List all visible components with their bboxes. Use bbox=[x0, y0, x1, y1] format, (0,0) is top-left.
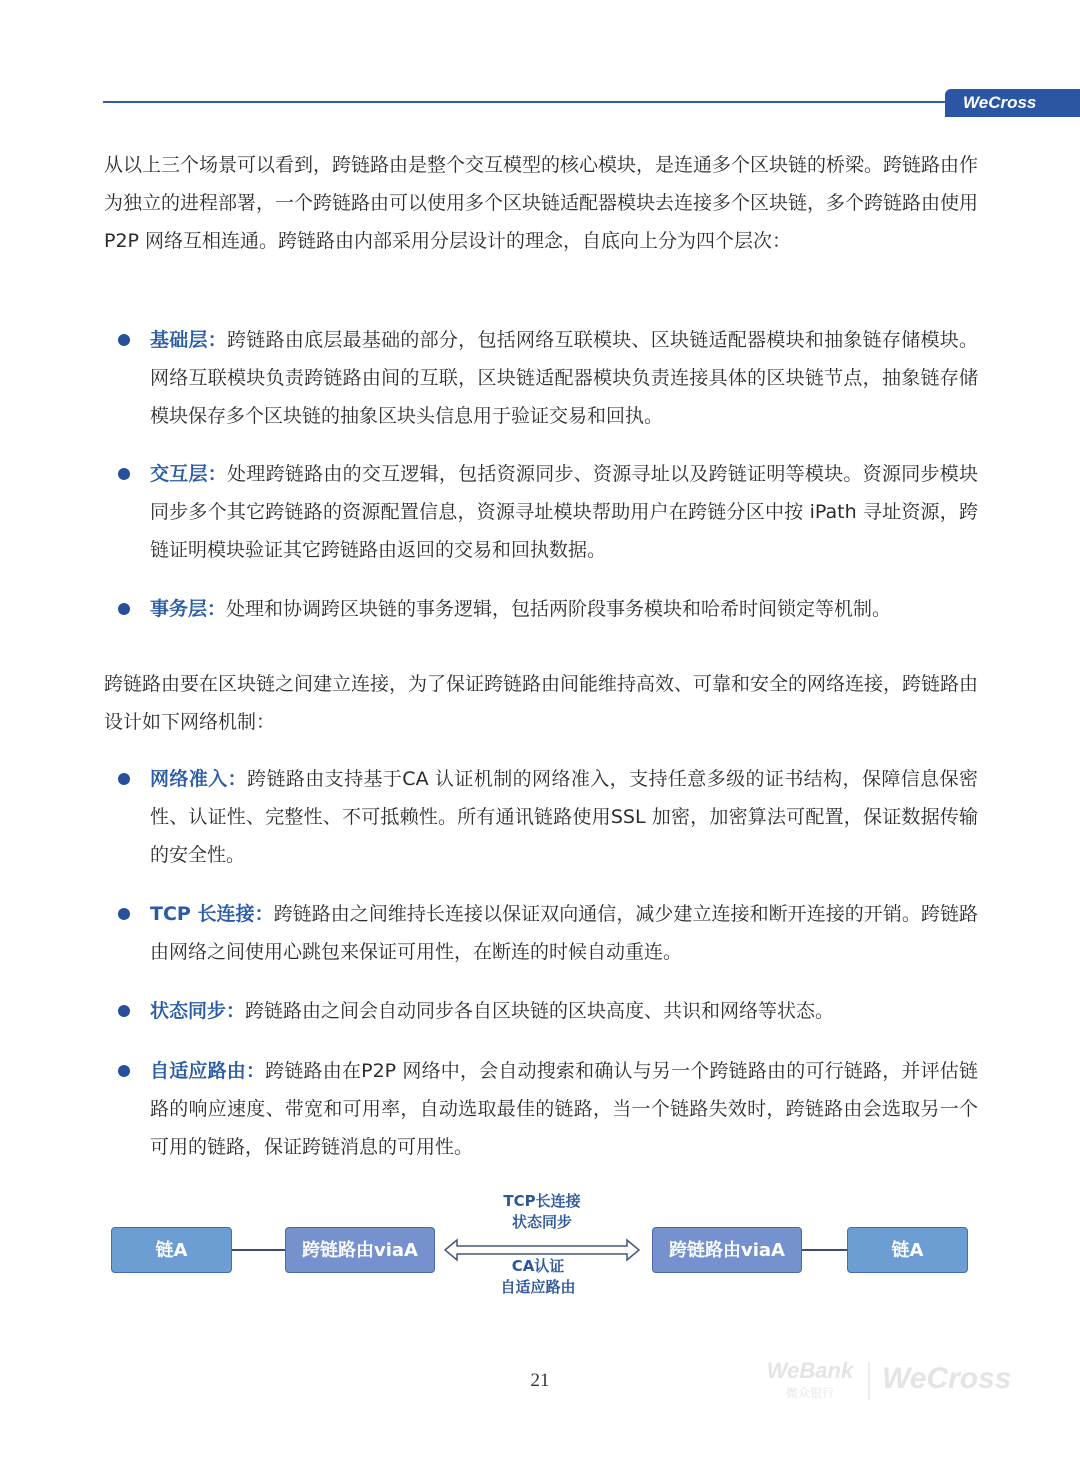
layer-text: 处理和协调跨区块链的事务逻辑，包括两阶段事务模块和哈希时间锁定等机制。 bbox=[226, 598, 892, 620]
mechanism-title: 网络准入： bbox=[150, 768, 248, 790]
layer-item-interaction bbox=[104, 455, 978, 569]
diagram-label-tcp: TCP长连接 bbox=[503, 1192, 581, 1210]
layer-title: 基础层： bbox=[150, 329, 228, 351]
diagram-left-router: 跨链路由viaA bbox=[285, 1227, 435, 1273]
mechanism-text: 跨链路由在P2P 网络中，会自动搜索和确认与另一个跨链路由的可行链路，并评估链路的响应速度、带宽和可用率，自动选取最佳的链路，当一个链路失效时，跨链路由会选取另一个可用的链路，保证跨链消息的可用性。 bbox=[150, 1060, 978, 1158]
header-brand-logo: WeCross bbox=[945, 89, 1080, 117]
footer-wecross-logo: WeCross bbox=[882, 1362, 1012, 1395]
layer-item-transaction bbox=[104, 590, 978, 628]
footer-webank-cn: 微众银行 bbox=[785, 1386, 834, 1400]
mechanism-item-sync bbox=[104, 992, 978, 1030]
diagram-left-chain: 链A bbox=[111, 1227, 232, 1273]
mechanism-item-tcp bbox=[104, 895, 978, 971]
mechanism-title: 状态同步： bbox=[150, 1000, 246, 1022]
mechanism-title: TCP 长连接： bbox=[150, 903, 274, 925]
diagram-left-connector bbox=[232, 1249, 285, 1251]
intro-paragraph: 从以上三个场景可以看到，跨链路由是整个交互模型的核心模块，是连通多个区块链的桥梁。跨链路由作为独立的进程部署，一个跨链路由可以使用多个区块链适配器模块去连接多个区块链，多个跨链路由使用 P2P 网络互相连通。跨链路由内部采用分层设计的理念，自底向上分为四个层次： bbox=[104, 154, 979, 252]
diagram-right-chain: 链A bbox=[847, 1227, 968, 1273]
bullet-dot-icon bbox=[118, 1005, 130, 1017]
diagram-right-connector bbox=[802, 1249, 847, 1251]
bullet-dot-icon bbox=[118, 1065, 130, 1077]
diagram-label-routing: 自适应路由 bbox=[500, 1278, 576, 1296]
bullet-dot-icon bbox=[118, 908, 130, 920]
diagram-label-ca: CA认证 bbox=[511, 1257, 565, 1275]
layer-text: 跨链路由底层最基础的部分，包括网络互联模块、区块链适配器模块和抽象链存储模块。网络互联模块负责跨链路由间的互联，区块链适配器模块负责连接具体的区块链节点，抽象链存储模块保存多个区块链的抽象区块头信息用于验证交易和回执。 bbox=[150, 329, 978, 427]
header-rule bbox=[103, 101, 945, 103]
diagram-right-router: 跨链路由viaA bbox=[652, 1227, 802, 1273]
diagram-label-sync: 状态同步 bbox=[511, 1213, 572, 1231]
layer-title: 事务层： bbox=[150, 598, 227, 620]
footer-webank-logo: WeBank bbox=[766, 1358, 854, 1383]
layer-item-base bbox=[104, 321, 978, 435]
mechanism-title: 自适应路由： bbox=[150, 1060, 266, 1082]
footer-divider bbox=[868, 1362, 870, 1400]
network-paragraph: 跨链路由要在区块链之间建立连接，为了保证跨链路由间能维持高效、可靠和安全的网络连接，跨链路由设计如下网络机制： bbox=[104, 673, 979, 733]
bullet-dot-icon bbox=[118, 603, 130, 615]
layer-text: 处理跨链路由的交互逻辑，包括资源同步、资源寻址以及跨链证明等模块。资源同步模块同步多个其它跨链路的资源配置信息，资源寻址模块帮助用户在跨链分区中按 iPath 寻址资源，跨链证明模块验证其它跨链路由返回的交易和回执数据。 bbox=[150, 463, 978, 561]
layer-title: 交互层： bbox=[150, 463, 228, 485]
mechanism-text: 跨链路由之间会自动同步各自区块链的区块高度、共识和网络等状态。 bbox=[245, 1000, 835, 1022]
page-number: 21 bbox=[530, 1370, 550, 1391]
bullet-dot-icon bbox=[118, 334, 130, 346]
mechanism-text: 跨链路由之间维持长连接以保证双向通信，减少建立连接和断开连接的开销。跨链路由网络之间使用心跳包来保证可用性，在断连的时候自动重连。 bbox=[150, 903, 978, 963]
mechanism-text: 跨链路由支持基于CA 认证机制的网络准入，支持任意多级的证书结构，保障信息保密性、认证性、完整性、不可抵赖性。所有通讯链路使用SSL 加密，加密算法可配置，保证数据传输的安全性。 bbox=[150, 768, 978, 866]
bullet-dot-icon bbox=[118, 773, 130, 785]
mechanism-item-routing bbox=[104, 1052, 978, 1166]
mechanism-item-access bbox=[104, 760, 978, 874]
bullet-dot-icon bbox=[118, 468, 130, 480]
